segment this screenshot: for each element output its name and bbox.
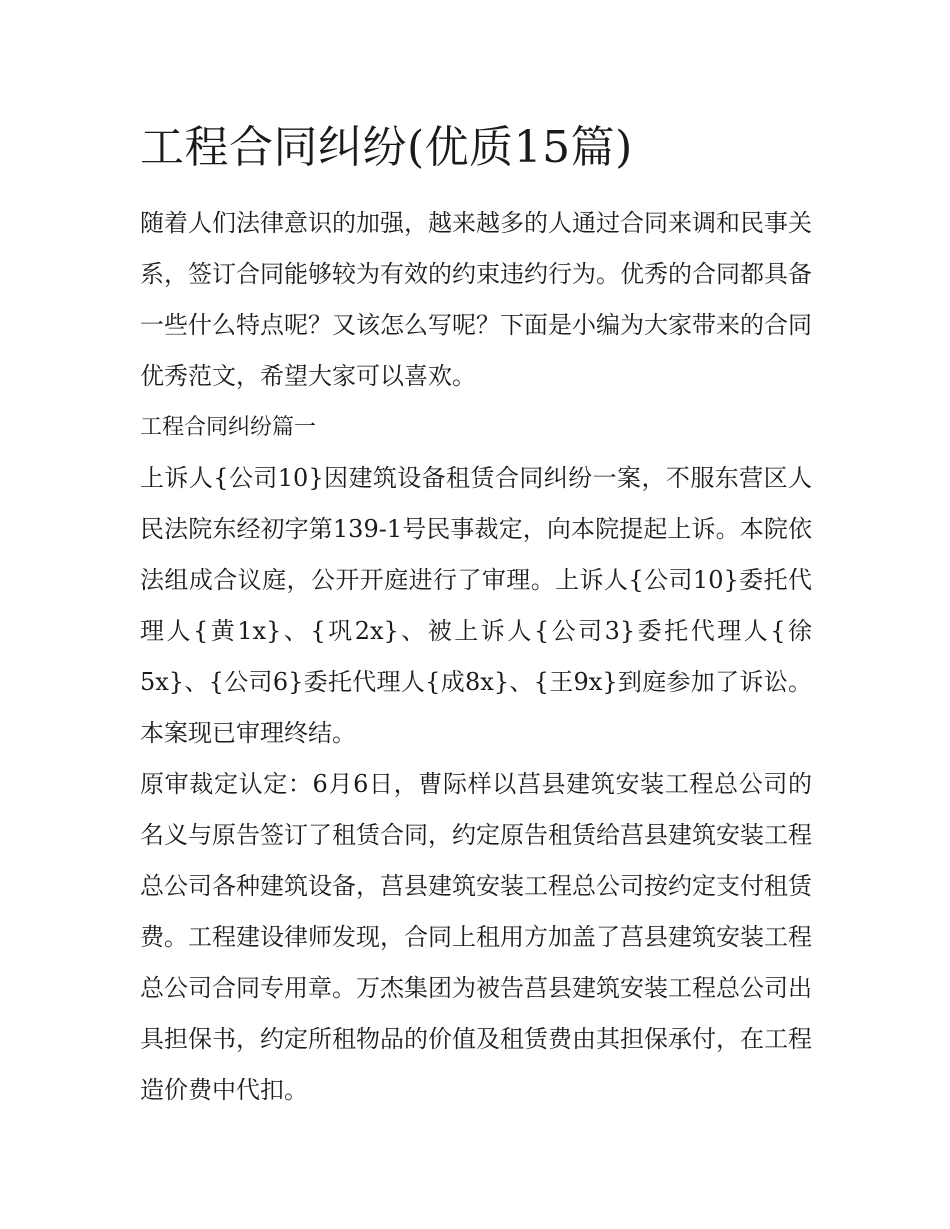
intro-paragraph: 随着人们法律意识的加强，越来越多的人通过合同来调和民事关系，签订合同能够较为有效的约束违约行为。优秀的合同都具备一些什么特点呢？又该怎么写呢？下面是小编为大家带来的合同优秀范文，希望大家可以喜欢。 [140,209,812,390]
document-title: 工程合同纠纷(优质15篇) [140,122,633,173]
body-paragraph-2: 原审裁定认定：6月6日，曹际样以莒县建筑安装工程总公司的名义与原告签订了租赁合同，约定原告租赁给莒县建筑安装工程总公司各种建筑设备，莒县建筑安装工程总公司按约定支付租赁费。工程建设律师发现，合同上租用方加盖了莒县建筑安装工程总公司合同专用章。万杰集团为被告莒县建筑安装工程总公司出具担保书，约定所租物品的价值及租赁费由其担保承付，在工程造价费中代扣。 [140,770,812,1104]
section-heading: 工程合同纠纷篇一 [140,415,317,440]
body-paragraph-1: 上诉人{公司10}因建筑设备租赁合同纠纷一案，不服东营区人民法院东经初字第139-1号民事裁定，向本院提起上诉。本院依法组成合议庭，公开开庭进行了审理。上诉人{公司10}委托代理人{黄1x}、{巩2x}、被上诉人{公司3}委托代理人{徐5x}、{公司6}委托代理人{成8x}、{王9x}到庭参加了诉讼。本案现已审理终结。 [140,464,812,747]
document-page [140,112,812,1116]
